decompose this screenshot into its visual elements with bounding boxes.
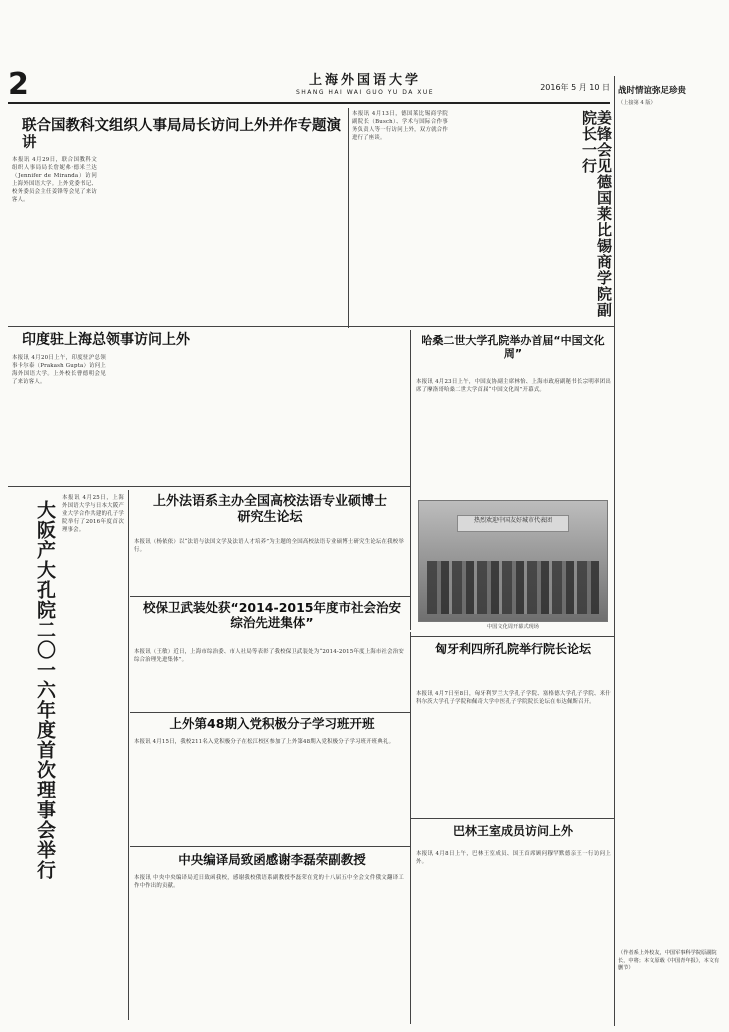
hasang-headline: 哈桑二世大学孔院举办首届“中国文化周”	[421, 334, 605, 361]
unesco-lead: 本报讯 4月29日，联合国教科文组织人事局局长詹妮弗·德米兰达（Jennifer de Miranda）访问上海外国语大学。上外党委书记、校务委员会主任姜锋等会见了来访客人。	[12, 157, 97, 204]
section-rule	[130, 596, 410, 597]
india-col4	[306, 354, 406, 482]
india-headline: 印度驻上海总领事访问上外	[22, 332, 190, 348]
section-rule	[8, 326, 614, 327]
sidebar-continuation: （上接第 4 版）	[618, 100, 656, 106]
issue-date: 2016年 5 月 10 日	[540, 83, 610, 92]
unesco-col2	[101, 156, 186, 302]
masthead-title: 上海外国语大学	[308, 73, 421, 88]
column-divider	[410, 632, 411, 1024]
india-col2	[110, 354, 204, 482]
party-lead: 本报讯 4月15日，我校211名入党积极分子在松江校区参加了上外第48期入党积极分子学习班开班典礼。	[134, 739, 395, 745]
photo-people	[427, 561, 600, 614]
photo-banner	[457, 515, 570, 532]
party-headline: 上外第48期入党积极分子学习班开班	[169, 716, 375, 731]
osaka-lead: 本报讯 4月25日，上海外国语大学与日本大阪产业大学合作共建的孔子学院举行了2016年度首次理事会。	[62, 495, 124, 534]
law-lead: 本报讯（杨依依）以“法语与法国文学及法语人才培养”为主题的全国高校法语专业硕博士研究生论坛在我校举行。	[134, 539, 404, 554]
unesco-col3	[190, 156, 275, 302]
section-rule	[130, 712, 410, 713]
section-rule	[410, 636, 614, 637]
event-photo	[418, 500, 608, 622]
german-headline: 姜锋会见德国莱比锡商学院副院长一行	[580, 110, 613, 318]
osaka-headline: 大阪产大孔院二〇一六年度首次理事会举行	[34, 500, 56, 880]
unesco-headline: 联合国教科文组织人事局局长访问上外并作专题演讲	[22, 118, 341, 152]
section-rule	[410, 818, 614, 819]
german-lead: 本报讯 4月13日，德国莱比锡商学院副院长（Busch）、学术与国际合作事务负责人等一行访问上外，双方就合作进行了座谈。	[352, 111, 448, 142]
photo-caption: 中国文化周开幕式现场	[487, 624, 539, 630]
german-body	[452, 110, 567, 322]
column-divider	[410, 330, 411, 630]
bahrain-lead: 本报讯 4月8日上午，巴林王室成员、国王首席顾问穆罕默德亲王一行访问上外。	[416, 851, 611, 866]
compilation-lead: 本报讯 中央中央编译局近日致函我校，感谢我校俄语系副教授李磊荣在党的十八届五中全会文件俄文翻译工作中作出的贡献。	[134, 875, 404, 890]
hungary-lead: 本报讯 4月7日至8日，匈牙利罗兰大学孔子学院、塞格德大学孔子学院、米什科尔茨大学孔子学院和佩奇大学中医孔子学院院长论坛在布达佩斯召开。	[416, 691, 611, 706]
security-headline: 校保卫武装处获“2014-2015年度市社会治安综治先进集体”	[143, 600, 401, 630]
column-divider	[128, 490, 129, 1020]
page-number: 2	[8, 67, 29, 102]
india-lead: 本报讯 4月20日上午，印度驻沪总领事卡尔泰（Prakash Gupta）访问上海外国语大学。上外校长曹德明会见了来访客人。	[12, 355, 106, 386]
india-col3	[208, 354, 302, 482]
compilation-headline: 中央编译局致函感谢李磊荣副教授	[178, 852, 366, 867]
section-rule	[8, 486, 410, 487]
unesco-col4	[279, 156, 345, 302]
osaka-body	[62, 618, 124, 1016]
sidebar-title: 战时情谊弥足珍贵	[618, 86, 687, 96]
security-lead: 本报讯（王敏）近日，上海市综治委、市人社局等表彰了我校保卫武装处为“2014-2015年度上海市社会治安综合治理先进集体”。	[134, 649, 404, 664]
photo-banner-text: 热烈欢迎中国友好城市代表团	[473, 517, 552, 525]
masthead	[255, 74, 475, 100]
section-rule	[130, 846, 410, 847]
sidebar-body	[618, 110, 722, 948]
sidebar-divider	[614, 76, 615, 1026]
masthead-subtitle: SHANG HAI WAI GUO YU DA XUE	[295, 89, 435, 96]
header-rule	[8, 102, 610, 104]
bahrain-headline: 巴林王室成员访问上外	[452, 824, 573, 838]
law-headline: 上外法语系主办全国高校法语专业硕博士研究生论坛	[152, 494, 387, 525]
hungary-headline: 匈牙利四所孔院举行院长论坛	[434, 642, 591, 656]
sidebar-footer: （作者系上外校友，中国军事科学院原副院长，中将；本文原载《中国青年报》，本文有删节）	[618, 950, 720, 971]
column-divider	[348, 108, 349, 328]
hasang-lead: 本报讯 4月23日上午，中国友协副主席林怡、上海市政府副秘书长宗明率团出席了摩洛哥哈桑二世大学首届“中国文化周”开幕式。	[416, 379, 611, 394]
